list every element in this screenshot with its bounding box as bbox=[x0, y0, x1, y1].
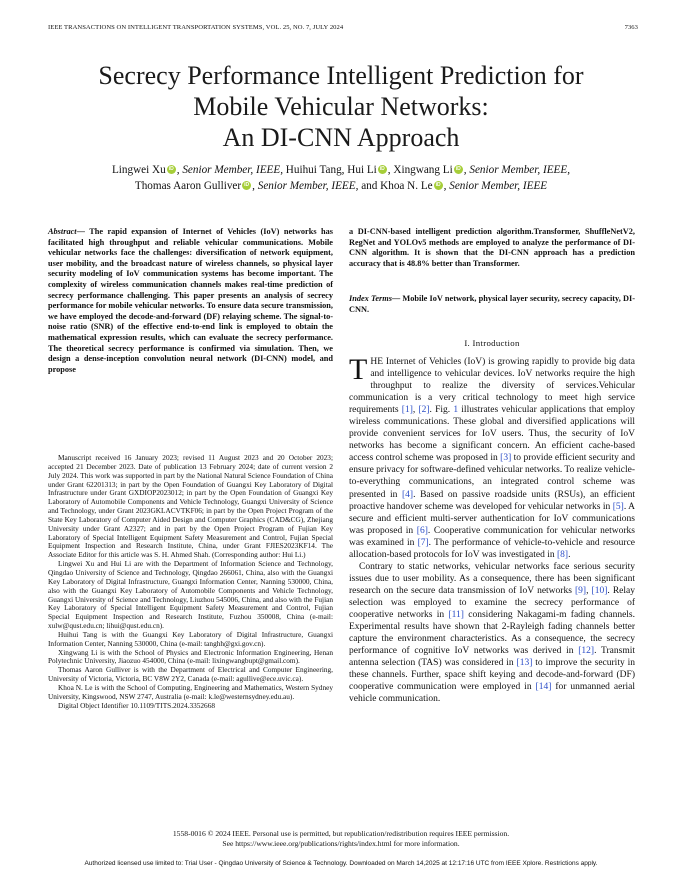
author-name: Lingwei Xu bbox=[111, 164, 166, 176]
citation-link[interactable]: [7] bbox=[417, 537, 429, 548]
running-head bbox=[48, 24, 638, 31]
section-heading: I. Introduction bbox=[464, 338, 520, 348]
citation-link[interactable]: [10] bbox=[591, 585, 608, 596]
author-role: , Senior Member, IEEE, bbox=[463, 164, 571, 176]
text-run: for unmanned aerial vehicle communication. bbox=[349, 682, 635, 705]
author-role: , Senior Member, IEEE, bbox=[252, 180, 359, 192]
footnote-affiliation: Thomas Aaron Gulliver is with the Department of Electrical and Computer Engineering, University of Victoria, Victoria, BC V8W 2Y2, Canada (e-mail: agullive@ece.uvic.ca). bbox=[48, 665, 333, 684]
index-terms bbox=[349, 294, 635, 315]
author-separator: and bbox=[358, 180, 381, 192]
text-run: . Relay selection was employed to examine the secrecy performance of cooperative networks in bbox=[349, 585, 635, 620]
text-run: . Based on passive roadside units (RSUs), an efficient proactive handover scheme was developed for vehicular networks in bbox=[349, 489, 635, 512]
author-separator: , bbox=[387, 164, 394, 176]
footnote-affiliation: Xingwang Li is with the School of Physics and Electronic Information Engineering, Henan Polytechnic University, Jiaozuo 454000, China (e-mail: lixingwangbupt@gmail.com). bbox=[48, 647, 333, 666]
citation-link[interactable]: [4] bbox=[402, 489, 414, 500]
copyright-notice bbox=[0, 829, 682, 849]
citation-link[interactable]: [5] bbox=[612, 501, 624, 512]
footnote-affiliation: Lingwei Xu and Hui Li are with the Department of Information Science and Technology, Qingdao University of Science and Technology, Qingdao 266061, China, also with the Guangxi Key Laboratory of Digital Infrastructure, Guangxi Information Center, Nanning 530000, China, also with the Guangxi Key Laboratory of Automobile Components and Vehicle Technology, Guangxi University of Science and Technology, Liuzhou 545006, China, and also with the Fujian Key Laboratory of Special Intelligent Equipment Safety Measurement and Control, Fujian Special Equipment Inspection and Research Institute, Fuzhou 350008, China (e-mail: xulw@qust.edu.cn; lihui@qust.edu.cn). bbox=[48, 559, 333, 631]
text-run: Contrary to static networks, vehicular networks face serious security issues due to user mobility. As a consequence, there has been significant research on the secure data transmission of IoV networks bbox=[349, 561, 635, 596]
author-role: , Senior Member, IEEE, bbox=[176, 164, 283, 176]
citation-link[interactable]: [9] bbox=[575, 585, 587, 596]
abstract-body: — The rapid expansion of Internet of Vehicles (IoV) networks has facilitated high throughput and reliable vehicular communications. Mobile vehicular networks face the challenges: diversification of network equipment, user mobility, and the broadcast nature of wireless channels, so physical layer security modeling of IoV communication systems has become important. The complexity of wireless communication channels makes real-time prediction of secrecy performance challenging. This paper presents an analysis of secrecy performance for mobile vehicular networks. To ensure data secure transmission, we have employed the decode-and-forward (DF) relaying scheme. The signal-to-noise ratio (SNR) of the effective end-to-end link is employed to obtain the mathematical expression results, which can evaluate the secrecy performance. The theoretical secrecy performance is confirmed via simulation. Then, we design a dense-inception convolution neural network (DI-CNN) model, and propose bbox=[48, 227, 333, 374]
text-run: to improve the security in these channels. Further, space shift keying and decode-and-forward (DF) cooperative communication were employed in bbox=[349, 658, 635, 693]
citation-link[interactable]: [3] bbox=[500, 453, 512, 464]
text-run: . A secure and efficient multi-server authentication for IoV communications was proposed in bbox=[349, 501, 635, 536]
text-run: HE Internet of Vehicles (IoV) is growing rapidly to provide big data and intelligence to vehicular devices. IoV networks require the high throughput to realize the diversity of services.Vehicular communication is a very critical technology to meet high service requirements bbox=[349, 357, 635, 416]
author-role: , Senior Member, IEEE bbox=[443, 180, 548, 192]
title-line-2: Mobile Vehicular Networks: bbox=[193, 92, 489, 121]
page-number: 7363 bbox=[624, 24, 638, 31]
copyright-line-1: 1558-0016 © 2024 IEEE. Personal use is permitted, but republication/redistribution requires IEEE permission. bbox=[172, 829, 510, 838]
orcid-icon[interactable]: iD bbox=[379, 166, 385, 172]
orcid-icon[interactable]: iD bbox=[455, 166, 461, 172]
author-name: Khoa N. Le bbox=[380, 180, 433, 192]
text-run: to provide efficient security and ensure privacy for software-defined vehicular networks. To realize vehicle-to-everything communications, an integrated control scheme was presented in bbox=[349, 453, 635, 500]
paragraph: Contrary to static networks, vehicular networks face serious security issues due to user mobility. As a consequence, there has been significant research on the secure data transmission of IoV networks [9], [10]. Relay selection was employed to examine the secrecy performance of cooperative networks in [11] considering Nakagami-m fading channels. Experimental results have shown that 2-Rayleigh fading channels better capture the environment characteristics. As a consequence, the secrecy performance of cognitive IoV networks was derived in [12]. Transmit antenna selection (TAS) was considered in [13] to improve the security in these channels. Further, space shift keying and decode-and-forward (DF) cooperative communication were employed in [14] for unmanned aerial vehicle communication. bbox=[349, 561, 636, 705]
author-name: Thomas Aaron Gulliver bbox=[134, 180, 242, 192]
index-terms-body: — Mobile IoV network, physical layer security, secrecy capacity, DI-CNN. bbox=[349, 294, 635, 314]
paragraph: THE Internet of Vehicles (IoV) is growing rapidly to provide big data and intelligence to vehicular devices. IoV networks require the high throughput to realize the diversity of services.Vehicular communication is a very critical technology to meet high service requirements [1], [2]. Fig. 1 illustrates vehicular applications that employ wireless communications. These global and diversified applications will provide convenient services for IoV users. Thus, the security of IoV networks has become a significant concern. An efficient cache-based access control scheme was proposed in [3] to provide efficient security and ensure privacy for software-defined vehicular networks. To realize vehicle-to-everything communications, an integrated control scheme was presented in [4]. Based on passive roadside units (RSUs), an efficient proactive handover scheme was developed for vehicular networks in [5]. A secure and efficient multi-server authentication for IoV communications was proposed in [6]. Cooperative communication for vehicular networks was examined in [7]. The performance of vehicle-to-vehicle and resource allocation-based protocols for IoV was investigated in [8]. bbox=[349, 353, 635, 560]
copyright-line-2: See https://www.ieee.org/publications/rights/index.html for more information. bbox=[222, 839, 460, 848]
introduction-text bbox=[349, 353, 636, 705]
footnote bbox=[48, 454, 333, 710]
abstract-label: Abstract bbox=[48, 227, 77, 236]
title-line-1: Secrecy Performance Intelligent Prediction for bbox=[98, 61, 584, 90]
orcid-icon[interactable]: iD bbox=[244, 182, 250, 188]
index-terms-label: Index Terms bbox=[349, 294, 392, 303]
citation-link[interactable]: [8] bbox=[556, 549, 569, 560]
journal-header: IEEE TRANSACTIONS ON INTELLIGENT TRANSPORTATION SYSTEMS, VOL. 25, NO. 7, JULY 2024 bbox=[48, 24, 344, 31]
orcid-icon[interactable]: iD bbox=[435, 182, 441, 188]
citation-link[interactable]: [6] bbox=[416, 525, 428, 536]
footnote-affiliation: Khoa N. Le is with the School of Computing, Engineering and Mathematics, Western Sydney University, Kingswood, NSW 2747, Australia (e-mail: k.le@westernsydney.edu.au). bbox=[48, 682, 333, 701]
footnote-affiliation: Huihui Tang is with the Guangxi Key Laboratory of Digital Infrastructure, Guangxi Information Center, Nanning 530000, China (e-mail: tanghh@gxi.gov.cn). bbox=[48, 629, 333, 648]
citation-link[interactable]: [13] bbox=[516, 658, 533, 669]
footnote-manuscript: Manuscript received 16 January 2023; revised 11 August 2023 and 20 October 2023; accepted 21 December 2023. Date of publication 13 February 2024; date of current version 2 July 2024. This work was supported in part by the National Natural Science Foundation of China under Grant 62201313; in part by the Open Foundation of Guangxi Key Laboratory of Digital Infrastructure under Grant GXDIOP2023012; in part by the Open Foundation of Guangxi Key Laboratory of Automobile Components and Vehicle Technology, Guangxi University of Science and Technology, under Grant 2023GKLACVTKF06; in part by the Open Project Program of the State Key Laboratory of Computer Aided Design and Computer Graphics (CAD&CG), Zhejiang University under Grant A2327; and in part by the Open Project Program of Fujian Key Laboratory of Special Intelligent Equipment Safety Measurement and Control, Fujian Special Equipment Inspection and Research Institute, China, under Grant FJIES2023KF14. The Associate Editor for this article was S. H. Ahmed Shah. (Corresponding author: Hui Li.) bbox=[48, 453, 333, 560]
text-run: . Fig. bbox=[429, 405, 454, 416]
citation-link[interactable]: [1] bbox=[401, 405, 413, 416]
citation-link[interactable]: [2] bbox=[418, 405, 430, 416]
orcid-icon[interactable]: iD bbox=[168, 166, 174, 172]
citation-link[interactable]: [11] bbox=[448, 609, 464, 620]
drop-cap: T bbox=[349, 353, 368, 386]
doi: Digital Object Identifier 10.1109/TITS.2024.3352668 bbox=[58, 700, 215, 710]
text-run: illustrates vehicular applications that employ wireless communications. These global and diversified applications will provide convenient services for IoV users. Thus, the security of IoV networks has become a significant concern. An efficient cache-based access control scheme was proposed in bbox=[349, 405, 635, 464]
text-run: considering Nakagami-m fading channels. Experimental results have shown that 2-Rayleigh fading channels better capture the environment characteristics. As a consequence, the secrecy performance of cognitive IoV networks was derived in bbox=[349, 609, 635, 657]
text-run: . The performance of vehicle-to-vehicle and resource allocation-based protocols for IoV was investigated in bbox=[349, 537, 635, 560]
author-name: Huihui Tang, Hui Li bbox=[283, 164, 377, 176]
text-run: . Cooperative communication for vehicular networks was examined in bbox=[349, 525, 635, 548]
title-line-3: An DI-CNN Approach bbox=[222, 123, 460, 152]
figure-link[interactable]: 1 bbox=[453, 405, 459, 416]
citation-link[interactable]: [12] bbox=[578, 646, 595, 657]
paper-title bbox=[40, 60, 642, 153]
author-line-2 bbox=[40, 178, 642, 194]
citation-link[interactable]: [14] bbox=[535, 682, 552, 693]
author-list bbox=[40, 162, 642, 194]
text-run: . bbox=[568, 549, 571, 560]
abstract-continued: a DI-CNN-based intelligent prediction algorithm.Transformer, ShuffleNetV2, RegNet and YOLOv5 methods are employed to analyze the performance of DI-CNN algorithm. It is shown that the DI-CNN approach has a prediction accuracy that is 48.8% better than Transformer. bbox=[349, 227, 635, 268]
license-footer: Authorized licensed use limited to: Trial User - Qingdao University of Science & Technology. Downloaded on March 14,2025 at 12:17:16 UTC from IEEE Xplore. Restrictions apply. bbox=[84, 860, 598, 867]
author-name: Xingwang Li bbox=[393, 164, 453, 176]
abstract bbox=[48, 227, 333, 375]
text-run: . Transmit antenna selection (TAS) was considered in bbox=[349, 646, 636, 669]
author-line-1 bbox=[40, 162, 642, 178]
